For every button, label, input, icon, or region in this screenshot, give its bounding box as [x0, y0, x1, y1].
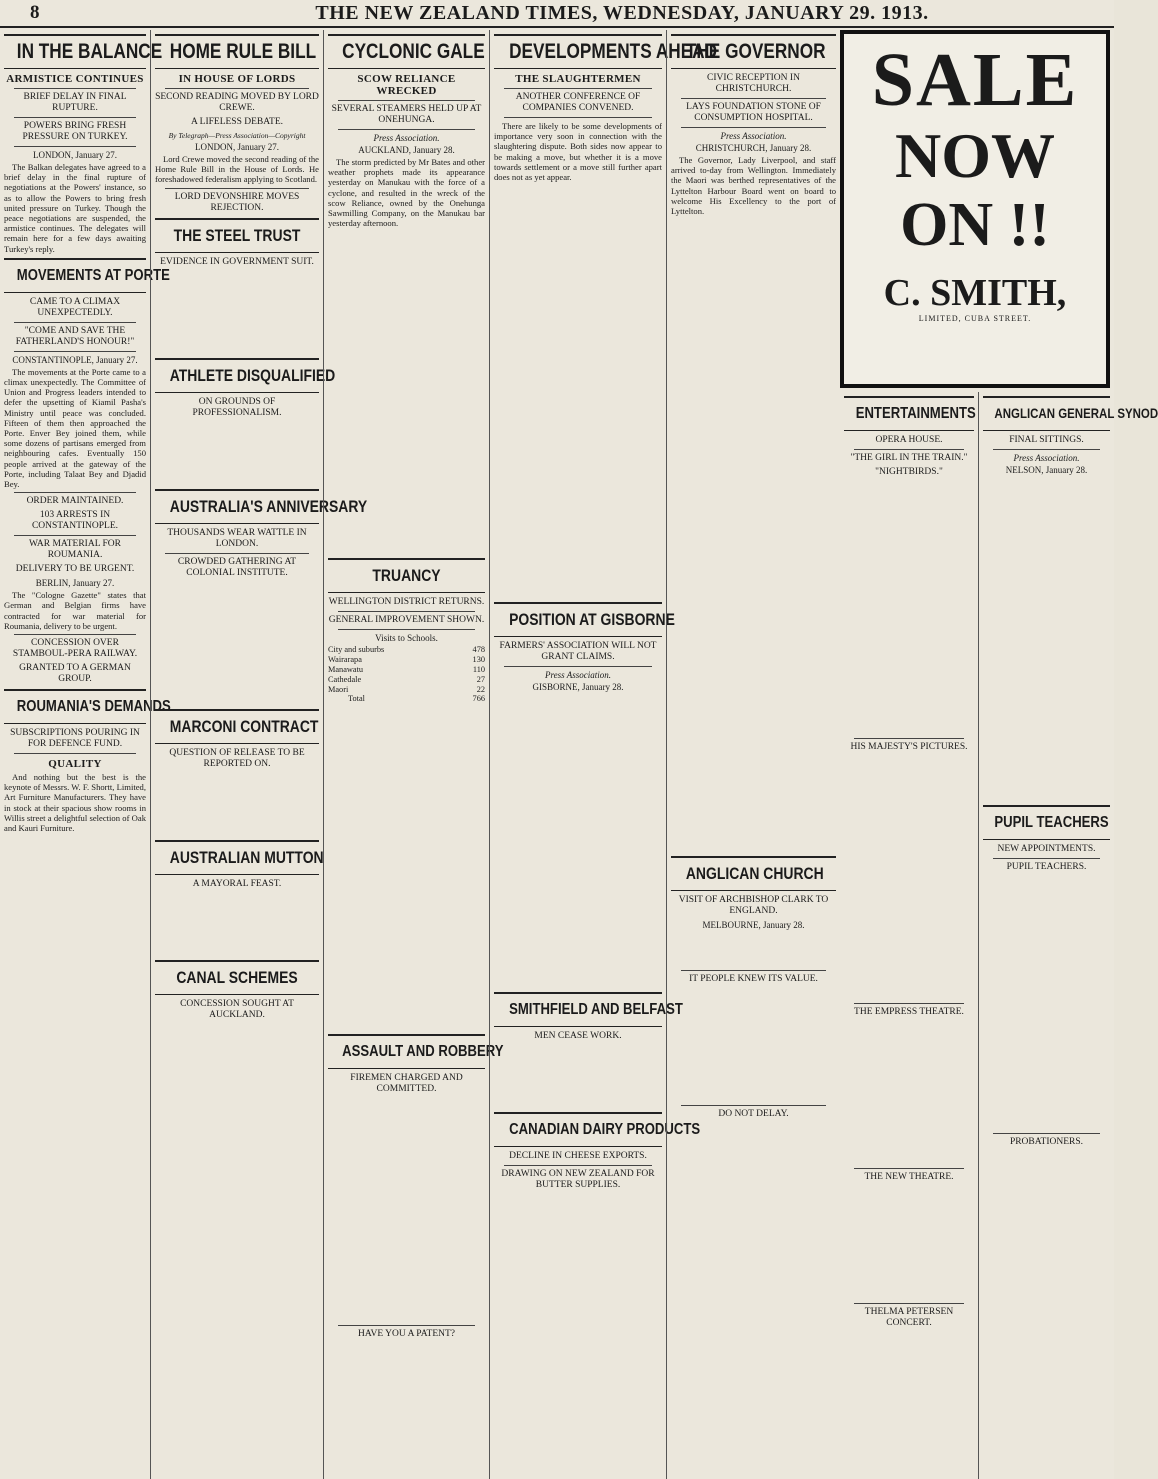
headline: ANGLICAN GENERAL SYNOD [994, 405, 1158, 421]
headline: THE GOVERNOR [685, 40, 826, 63]
headline: ASSAULT AND ROBBERY [342, 1043, 504, 1061]
credit-line: Press Association. [373, 133, 440, 143]
article-text: The storm predicted by Mr Bates and other weather prophets made its appearance yesterday on Manukau with the force of a cyclone, and resulted in the wreck of the scow Reliance, owned by the Onehunga Sawmilling Company, on the Manukau bar yesterday afternoon. [328, 157, 485, 229]
sale-advertisement [840, 30, 1110, 388]
subheading: THE EMPRESS THEATRE. [854, 1007, 964, 1017]
deck: GENERAL IMPROVEMENT SHOWN. [328, 615, 485, 626]
column-1 [0, 30, 171, 1479]
subheading: IT PEOPLE KNEW ITS VALUE. [689, 974, 818, 985]
table-row: Wairarapa 130 [328, 655, 485, 665]
dateline: LONDON, January 27. [195, 142, 279, 152]
subheading: CONCESSION OVER STAMBOUL-PERA RAILWAY. [12, 638, 138, 660]
article-text: The "Cologne Gazette" states that German and Belgian firms have contracted for war material for Roumania, delivery to be urgent. [4, 590, 146, 631]
headline: AUSTRALIA'S ANNIVERSARY [169, 496, 368, 516]
subheading: PUPIL TEACHERS. [1006, 862, 1087, 872]
deck: QUESTION OF RELEASE TO BE REPORTED ON. [169, 747, 305, 769]
credit-line: Press Association. [720, 131, 787, 141]
deck: DRAWING ON NEW ZEALAND FOR BUTTER SUPPLIES. [501, 1169, 655, 1191]
deck: LAYS FOUNDATION STONE OF CONSUMPTION HOSPITAL. [686, 102, 821, 123]
headline: CANADIAN DAIRY PRODUCTS [509, 1121, 701, 1139]
subheading: FINAL SITTINGS. [1009, 435, 1084, 445]
headline: IN THE BALANCE [16, 40, 163, 63]
credit-line: By Telegraph—Press Association—Copyright [168, 131, 306, 140]
headline: PUPIL TEACHERS [994, 814, 1109, 831]
subheading: ORDER MAINTAINED. [26, 496, 124, 507]
advertisement-heading: QUALITY [48, 758, 102, 771]
subheading: WAR MATERIAL FOR ROUMANIA. [28, 539, 121, 561]
deck: FIREMEN CHARGED AND COMMITTED. [350, 1073, 463, 1095]
headline: MOVEMENTS AT PORTE [16, 266, 170, 284]
deck: FARMERS' ASSOCIATION WILL NOT GRANT CLAIMS. [499, 641, 657, 663]
column-7 [978, 392, 1158, 1479]
table-row: Manawatu 110 [328, 665, 485, 675]
subheading: DELIVERY TO BE URGENT. [15, 564, 135, 575]
subheadline: ARMISTICE CONTINUES [6, 73, 144, 85]
deck: A MAYORAL FEAST. [192, 878, 282, 889]
headline: ROUMANIA'S DEMANDS [16, 698, 171, 716]
column-2 [150, 30, 368, 1479]
column-5 [666, 30, 840, 1479]
deck: DECLINE IN CHEESE EXPORTS. [509, 1151, 647, 1162]
subheading: GRANTED TO A GERMAN GROUP. [19, 663, 131, 685]
table-row: Maori 22 [328, 684, 485, 694]
dateline: CHRISTCHURCH, January 28. [695, 143, 812, 153]
headline: THE STEEL TRUST [173, 225, 301, 245]
newspaper-title: THE NEW ZEALAND TIMES, WEDNESDAY, JANUARY 29. 1913. [315, 2, 929, 24]
headline: ENTERTAINMENTS [855, 405, 976, 422]
article-text: Lord Crewe moved the second reading of the Home Rule Bill in the House of Lords. He foreshadowed federalism applying to Scotland. [155, 154, 319, 185]
deck: WELLINGTON DISTRICT RETURNS. [328, 597, 485, 608]
subheading: THE NEW THEATRE. [864, 1172, 954, 1182]
article-text: The Governor, Lady Liverpool, and staff arrived to-day from Wellington. Immediately the Maori was berthed representatives of the Lyttelton Harbour Board went on board to welcome His Excellency to the port of Lyttelton. [671, 155, 836, 217]
ad-merchant: C. SMITH, [883, 272, 1067, 314]
headline: CANAL SCHEMES [176, 967, 298, 987]
ad-line-sale: SALE [871, 38, 1079, 122]
truancy-stats-table [328, 645, 485, 704]
article-text: The Balkan delegates have agreed to a brief delay in the final rupture of negotiations at the Powers' instance, so as to allow the Powers to bring fresh united pressure on Turkey. Though the peace negotiations are suspended, the armistice continues. The delegates will remain here for a few days awaiting Turkey's reply. [4, 162, 146, 254]
deck: THOUSANDS WEAR WATTLE IN LONDON. [167, 527, 307, 549]
deck: "COME AND SAVE THE FATHERLAND'S HONOUR!" [15, 325, 135, 347]
subheadline: IN HOUSE OF LORDS [178, 73, 296, 85]
ad-line-on: ON !! [900, 191, 1050, 259]
article-text: The movements at the Porte came to a climax unexpectedly. The Committee of Union and Progress leaders intended to defer the upsetting of Kiamil Pasha's Ministry until peace was concluded. Fifteen of them then approached the Porte. Enver Bey joined them, while some dozens of partisans emerged from neighbouring cafes. Eventually 150 people arrived at the gateway of the Porte, including Talaat Bey and Djadid Bey. [4, 366, 146, 490]
headline: DEVELOPMENTS AHEAD [509, 40, 718, 63]
headline: TRUANCY [372, 566, 441, 586]
masthead [0, 0, 1114, 28]
deck: CIVIC RECEPTION IN CHRISTCHURCH. [707, 73, 800, 94]
column-4 [489, 30, 718, 1479]
subheading: OPERA HOUSE. [875, 435, 943, 445]
deck: SUBSCRIPTIONS POURING IN FOR DEFENCE FUND. [10, 728, 140, 750]
deck: LORD DEVONSHIRE MOVES REJECTION. [174, 191, 300, 213]
headline: MARCONI CONTRACT [169, 716, 319, 736]
dateline: GISBORNE, January 28. [532, 682, 624, 693]
deck: CAME TO A CLIMAX UNEXPECTEDLY. [29, 296, 121, 318]
subheading: "THE GIRL IN THE TRAIN." [850, 453, 968, 463]
headline: HOME RULE BILL [169, 40, 317, 63]
credit-line: Press Association. [544, 670, 611, 681]
subheadline: SCOW RELIANCE WRECKED [357, 73, 456, 97]
headline: SMITHFIELD AND BELFAST [509, 1001, 683, 1019]
deck: MEN CEASE WORK. [534, 1031, 622, 1042]
deck: CONCESSION SOUGHT AT AUCKLAND. [180, 998, 294, 1020]
ad-line-now: NOW [895, 120, 1055, 191]
subheading: HIS MAJESTY'S PICTURES. [850, 742, 968, 752]
subheading: PROBATIONERS. [1009, 1137, 1084, 1147]
table-row: City and suburbs 478 [328, 645, 485, 655]
subheadline: THE SLAUGHTERMEN [515, 73, 641, 85]
advertisement-heading: HAVE YOU A PATENT? [357, 1329, 456, 1340]
deck: VISIT OF ARCHBISHOP CLARK TO ENGLAND. [678, 895, 829, 917]
table-row: Cathedale 27 [328, 674, 485, 684]
table-row: Total 766 [348, 694, 485, 704]
subheading: "NIGHTBIRDS." [875, 467, 943, 477]
deck: EVIDENCE IN GOVERNMENT SUIT. [160, 256, 314, 267]
deck: BRIEF DELAY IN FINAL RUPTURE. [23, 92, 127, 113]
headline: CYCLONIC GALE [342, 40, 485, 63]
subheading: 103 ARRESTS IN CONSTANTINOPLE. [31, 510, 119, 532]
deck: SECOND READING MOVED BY LORD CREWE. [155, 92, 319, 113]
deck: ANOTHER CONFERENCE OF COMPANIES CONVENED. [515, 92, 641, 113]
headline: ANGLICAN CHURCH [685, 864, 824, 884]
dateline: MELBOURNE, January 28. [702, 920, 805, 931]
headline: AUSTRALIAN MUTTON [169, 847, 324, 867]
subheading: DO NOT DELAY. [718, 1109, 789, 1120]
headline: ATHLETE DISQUALIFIED [169, 365, 336, 385]
deck: A LIFELESS DEBATE. [190, 117, 284, 127]
column-3 [323, 30, 504, 1479]
dateline: CONSTANTINOPLE, January 27. [12, 354, 138, 365]
credit-line: Press Association. [1013, 453, 1080, 463]
ad-address: LIMITED, CUBA STREET. [918, 314, 1032, 323]
dateline: AUCKLAND, January 28. [358, 145, 455, 155]
dateline: BERLIN, January 27. [35, 578, 115, 589]
headline: POSITION AT GISBORNE [509, 610, 675, 630]
dateline: NELSON, January 28. [1005, 465, 1088, 475]
deck: SEVERAL STEAMERS HELD UP AT ONEHUNGA. [331, 104, 482, 125]
deck: ON GROUNDS OF PROFESSIONALISM. [192, 396, 282, 418]
subheading: THELMA PETERSEN CONCERT. [864, 1307, 954, 1328]
page-number: 8 [30, 2, 40, 23]
deck: CROWDED GATHERING AT COLONIAL INSTITUTE. [177, 556, 297, 578]
deck: POWERS BRING FRESH PRESSURE ON TURKEY. [22, 121, 128, 142]
column-6 [840, 392, 978, 1479]
article-text: There are likely to be some developments of importance very soon in connection with the slaughtering dispute. Both sides now appear to be making a move, but whether it is a move towards settlement or a move still further apart does not as yet appear. [494, 121, 662, 183]
dateline: LONDON, January 27. [33, 150, 117, 160]
advertisement-text: And nothing but the best is the keynote of Messrs. W. F. Shortt, Limited, Art Furniture Manufacturers. They have in stock at their spacious show rooms in Willis street a delightful selection of Oak and Kauri Furniture. [4, 772, 146, 834]
subheading: NEW APPOINTMENTS. [997, 844, 1096, 854]
stats-title: Visits to Schools. [375, 633, 438, 644]
